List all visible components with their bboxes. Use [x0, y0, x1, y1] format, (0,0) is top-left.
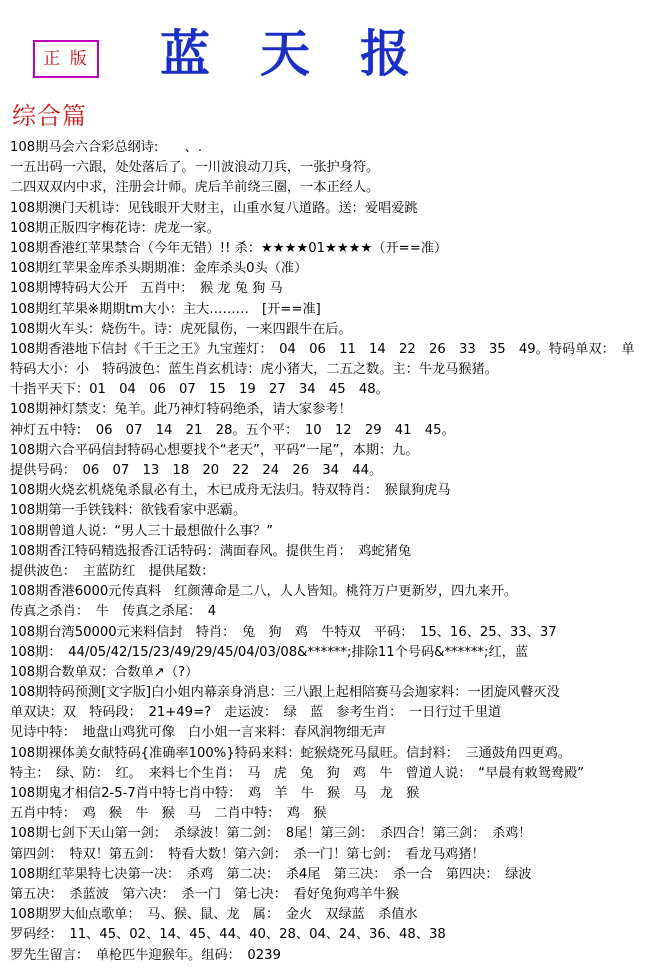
text-line: 108期香港地下信封《千王之王》九宝莲灯： 04 06 11 14 22 26 33 35 49。特码单双： 单 — [10, 341, 635, 357]
text-line: 罗先生留言： 单枪匹牛迎猴年。组码： 0239 — [10, 947, 281, 963]
text-line: 108期特码预测[文字版]白小姐内幕亲身消息：三八跟上起相陪赛马会迦家料：一团旋风瞽灭没 — [10, 685, 560, 701]
text-line: 108期罗大仙点歌单： 马、猴、鼠、龙 属： 金火 双绿蓝 杀值水 — [10, 907, 418, 923]
text-line: 108期红苹果金库杀头期期准：金库杀头0头（准） — [10, 261, 308, 277]
text-line: 108期裸体美女献特码{准确率100%}特码来料：蛇猴烧死马鼠旺。信封料： 三通鼓角四更鸡。 — [10, 745, 571, 761]
text-line: 提供号码： 06 07 13 18 20 22 24 26 34 44。 — [10, 463, 383, 478]
text-line: 特主： 绿、防： 红。 来料七个生肖： 马 虎 兔 狗 鸡 牛 曾道人说： “早晨有敕鸳鸯殿” — [10, 765, 585, 781]
text-line: 108期火烧玄机烧兔杀鼠必有土，木已成舟无法归。特双特肖： 猴鼠狗虎马 — [10, 483, 451, 499]
text-line: 108期红苹果※期期tm大小：主大……… [开==准] — [10, 301, 321, 317]
text-line: 单双诀：双 特码段： 21+49=? 走运波： 绿 蓝 参考生肖： 一日行过千里道 — [10, 705, 502, 721]
text-line: 第四剑： 特双！第五剑： 特看大数！第六剑： 杀一门！第七剑： 看龙马鸡猪！ — [10, 846, 485, 862]
text-line: 五肖中特： 鸡 猴 牛 猴 马 二肖中特： 鸡 猴 — [10, 806, 327, 822]
text-line: 108期香港6000元传真料 红颜薄命是二八，人人皆知。桃符万户更新岁，四九来开。 — [10, 584, 518, 600]
text-line: 108期香江特码精选报香江话特码：满面春风。提供生肖： 鸡蛇猪兔 — [10, 543, 412, 559]
text-line: 第五决： 杀蓝波 第六决： 杀一门 第七决： 看好兔狗鸡羊牛猴 — [10, 886, 400, 902]
text-line: 108期正版四字梅花诗：虎龙一家。 — [10, 220, 220, 236]
text-line: 108期七剑下天山第一剑： 杀绿波！第二剑： 8尾！第三剑： 杀四合！第三剑： 杀鸡！ — [10, 826, 532, 842]
page-title: 蓝天报 — [160, 24, 460, 83]
text-line: 108期马会六合彩总纲诗: 、. — [10, 140, 203, 155]
text-line: 特码大小：小 特码波色：蓝生肖玄机诗：虎小猪大，二五之数。主：牛龙马猴猪。 — [10, 362, 498, 378]
text-line: 一五出码一六跟，处处落后了。一川波浪动刀兵，一张护身符。 — [10, 160, 380, 176]
text-line: 108期红苹果特七决第一决： 杀鸡 第二决： 杀4尾 第三决： 杀一合 第四决： 绿波 — [10, 866, 532, 882]
text-line: 108期博特码大公开 五肖中： 猴 龙 兔 狗 马 — [10, 281, 283, 297]
text-line: 108期香港红苹果禁合（今年无错）!! 杀：★★★★01★★★★（开==准） — [10, 240, 448, 256]
text-line: 108期神灯禁支：兔羊。此乃神灯特码绝杀，请大家参考！ — [10, 402, 352, 418]
text-line: 神灯五中特： 06 07 14 21 28。五个平： 10 12 29 41 45。 — [10, 422, 455, 438]
content-lines — [10, 138, 662, 966]
text-line: 二四双双内中求，注册会计师。虎后羊前绕三圈，一本正经人。 — [10, 180, 380, 196]
text-line: 提供波色： 主蓝防红 提供尾数： — [10, 563, 215, 579]
text-line: 十指平天下：01 04 06 07 15 19 27 34 45 48。 — [10, 382, 389, 398]
text-line: 108期台湾50000元来料信封 特肖： 兔 狗 鸡 牛特双 平码： 15、16、25、33、37 — [10, 624, 557, 640]
authentic-badge: 正 版 — [33, 40, 99, 78]
text-line: 108期： 44/05/42/15/23/49/29/45/04/03/08&******;排除11个号码&******;红，蓝 — [10, 644, 529, 660]
text-line: 108期第一手铁钱料：欲钱看家中恶霸。 — [10, 503, 247, 519]
text-line: 传真之杀肖： 牛 传真之杀尾： 4 — [10, 604, 217, 620]
text-line: 108期合数单双：合数单↗（?） — [10, 664, 199, 680]
text-line: 108期澳门天机诗：见钱眼开大财主，山重水复八道路。送：爱唱爱跳 — [10, 200, 418, 216]
text-line: 108期曾道人说：“男人三十最想做什么事？” — [10, 523, 274, 539]
text-line: 108期火车头：烧伤牛。诗：虎死鼠伤，一来四跟牛在后。 — [10, 321, 352, 337]
text-line: 见诗中特： 地盘山鸡犹可像 白小姐一言来料：春风润物细无声 — [10, 725, 386, 741]
text-line: 108期六合平码信封特码心想要找个“老天”，平码“一尾”，本期：九。 — [10, 442, 419, 458]
text-line: 108期鬼才相信2-5-7肖中特七肖中特： 鸡 羊 牛 猴 马 龙 猴 — [10, 786, 420, 801]
text-line: 罗码经： 11、45、02、14、45、44、40、28、04、24、36、48、38 — [10, 927, 446, 943]
section-title: 综合篇 — [12, 102, 87, 130]
